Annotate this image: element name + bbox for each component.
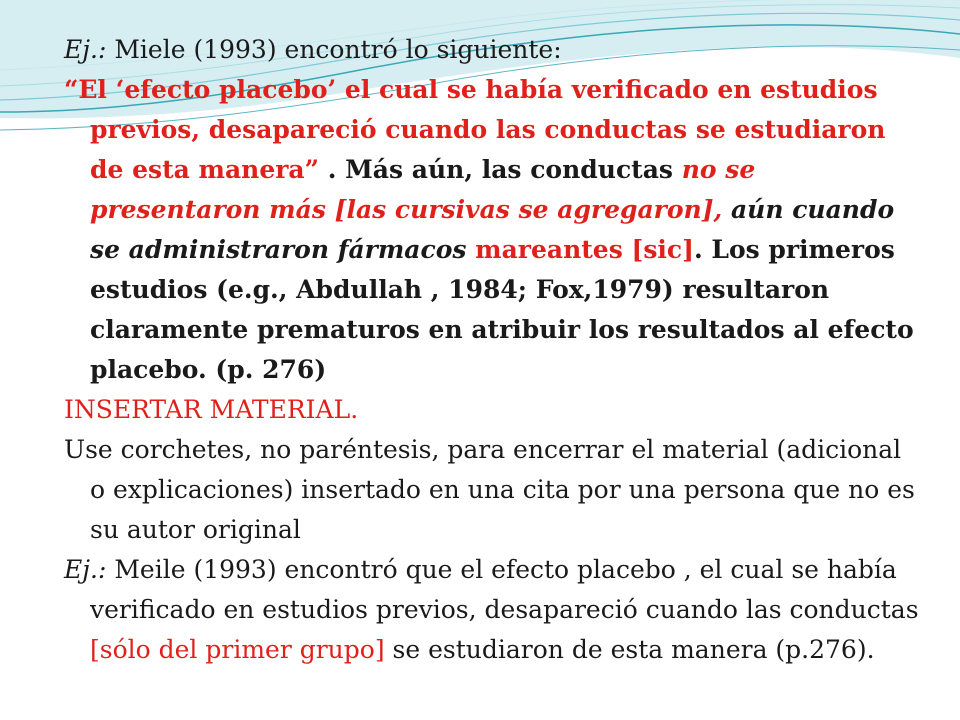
- brackets-rule-text: [64, 430, 924, 550]
- italic-black-text: aún cuando se administraron fármacos: [90, 195, 895, 264]
- quoted-passage: [64, 70, 924, 390]
- sic-text: mareantes [sic]: [466, 235, 694, 264]
- slide-body: [64, 30, 924, 670]
- quote-mid-text: . Más aún, las conductas: [319, 155, 682, 184]
- example-intro-line: [64, 30, 924, 70]
- bracket-insert-text: [sólo del primer grupo]: [90, 635, 385, 664]
- second-example-before: Meile (1993) encontró que el efecto placebo , el cual se había verificado en estudios previos, desapareció cuando las conductas: [90, 555, 919, 624]
- heading-text: INSERTAR MATERIAL.: [64, 395, 359, 424]
- ej-label-2: Ej.:: [64, 555, 107, 584]
- example-intro-text: Miele (1993) encontró lo siguiente:: [106, 35, 562, 64]
- insert-material-heading: [64, 390, 924, 430]
- quote-text: “El ‘efecto placebo’ el cual se había verificado en estudios previos, desapareció cuando las conductas se estudiaron de esta manera”: [64, 75, 886, 184]
- rule-text: Use corchetes, no paréntesis, para encerrar el material (adicional o explicaciones) insertado en una cita por una persona que no es su autor original: [64, 435, 915, 544]
- quote-end-text: . Los primeros estudios (e.g., Abdullah , 1984; Fox,1979) resultaron claramente prematuros en atribuir los resultados al efecto placebo. (p. 276): [90, 235, 914, 384]
- ej-label: Ej.:: [64, 35, 107, 64]
- second-example-after: se estudiaron de esta manera (p.276).: [384, 635, 875, 664]
- second-example: [64, 550, 924, 670]
- italic-red-text: no se presentaron más [las cursivas se agregaron],: [90, 155, 756, 224]
